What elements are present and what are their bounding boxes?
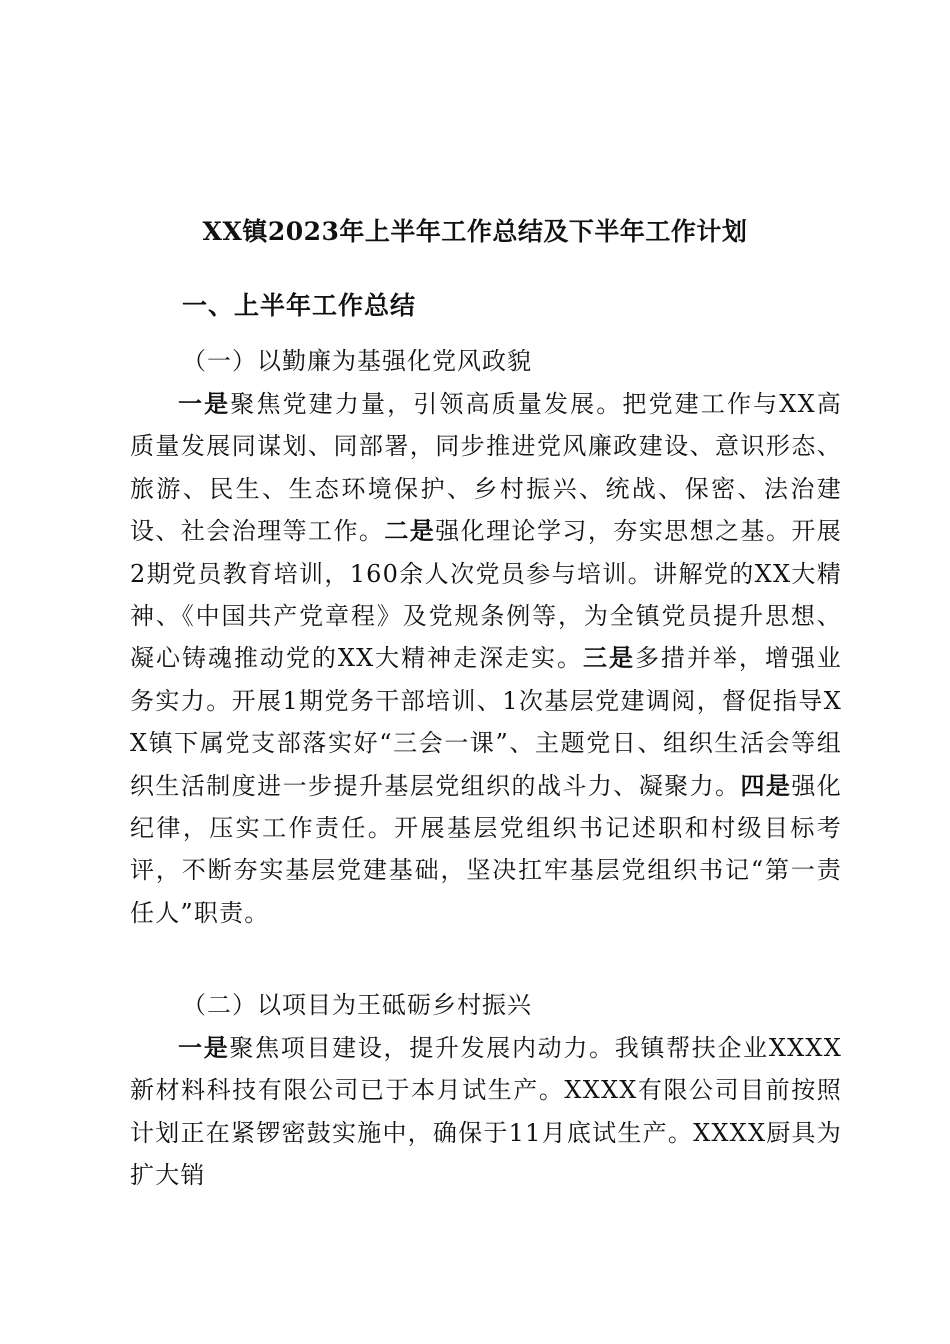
- paragraph-project-construction: [130, 1027, 842, 1197]
- paragraph-lead-5: 一是: [178, 1033, 230, 1062]
- paragraph-text-1: 聚焦党建力量，引领高质量发展。把党建工作与XX高质量发展同谋划、同部署，同步推进党风廉政建设、意识形态、旅游、民生、生态环境保护、乡村振兴、统战、保密、法治建设、社会治理等工作。: [130, 390, 842, 546]
- subsection-heading-rural-revitalization: （二）以项目为王砥砺乡村振兴: [182, 991, 532, 1019]
- paragraph-lead-4: 四是: [740, 770, 792, 800]
- paragraph-text-5: 聚焦项目建设，提升发展内动力。我镇帮扶企业XXXX新材料科技有限公司已于本月试生产。XXXX有限公司目前按照计划正在紧锣密鼓实施中，确保于11月底试生产。XXXX厨具为扩大销: [130, 1034, 843, 1190]
- paragraph-lead-3: 三是: [582, 643, 635, 673]
- paragraph-text-2: 强化理论学习，夯实思想之基。开展2期党员教育培训，160余人次党员参与培训。讲解党的XX大精神、《中国共产党章程》及党规条例等，为全镇党员提升思想、凝心铸魂推动党的XX大精神走深走实。: [130, 517, 842, 673]
- section-heading-summary: 一、上半年工作总结: [182, 291, 417, 320]
- paragraph-text-3: 多措并举，增强业务实力。开展1期党务干部培训、1次基层党建调阅，督促指导XX镇下属党支部落实好“三会一课”、主题党日、组织生活会等组织生活制度进一步提升基层党组织的战斗力、凝聚力。: [130, 644, 842, 800]
- paragraph-text-4: 强化纪律，压实工作责任。开展基层党组织书记述职和村级目标考评，不断夯实基层党建基础，坚决扛牢基层党组织书记“第一责任人”职责。: [130, 771, 842, 927]
- paragraph-lead-1: 一是: [178, 389, 231, 418]
- document-title: XX镇2023年上半年工作总结及下半年工作计划: [202, 217, 748, 246]
- subsection-heading-party-style: （一）以勤廉为基强化党风政貌: [182, 347, 532, 375]
- paragraph-lead-2: 二是: [384, 516, 436, 546]
- paragraph-party-building: [130, 383, 842, 934]
